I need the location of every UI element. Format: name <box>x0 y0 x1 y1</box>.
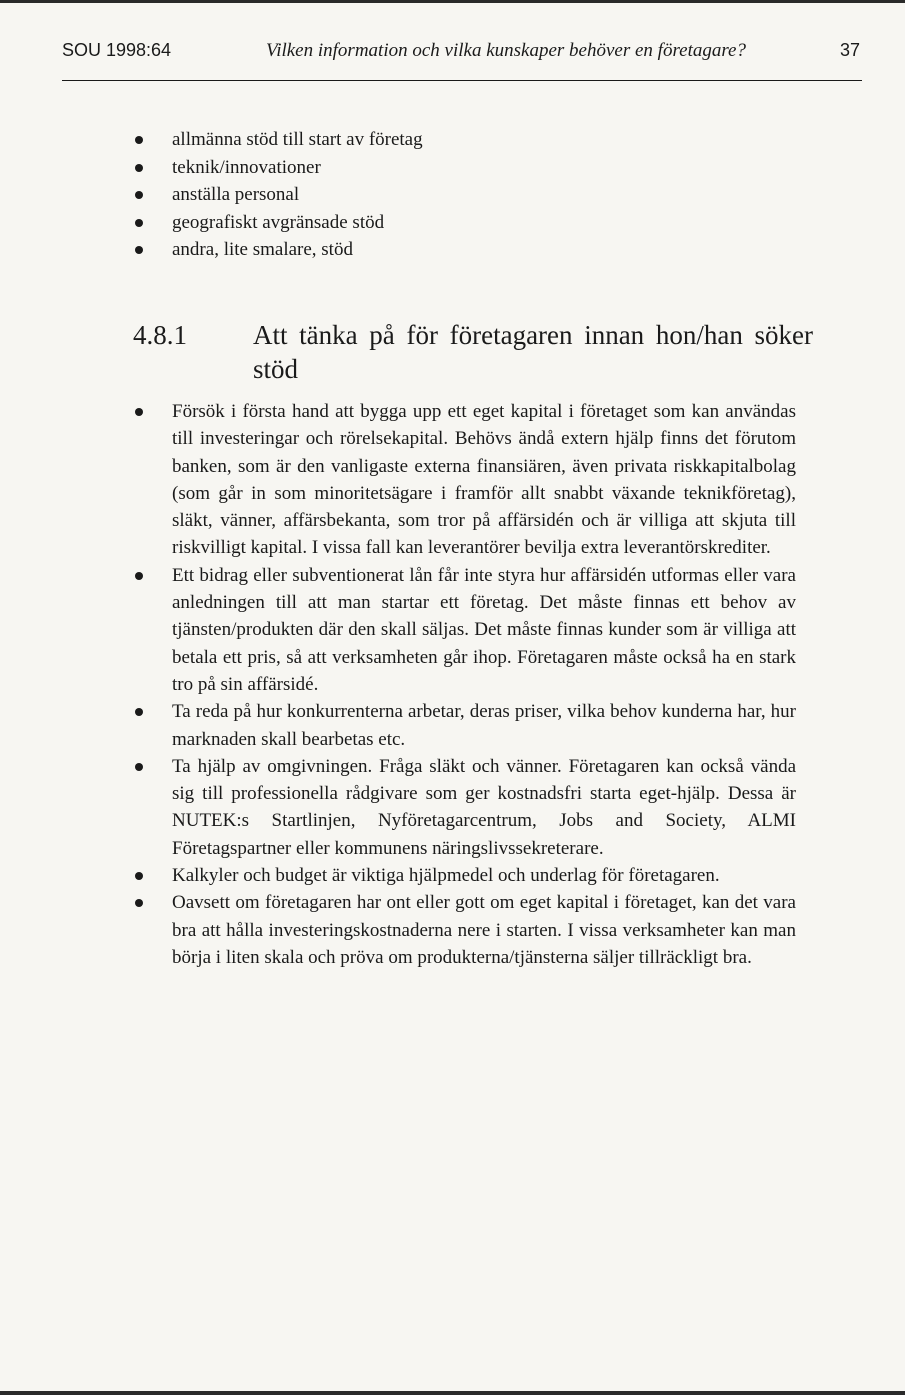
bullet-icon <box>135 191 143 199</box>
list-item <box>124 398 796 562</box>
list-item-text: teknik/innovationer <box>172 156 321 178</box>
bullet-icon <box>135 219 143 227</box>
list-item-text: geografiskt avgränsade stöd <box>172 211 385 233</box>
page-number: 37 <box>839 40 860 60</box>
section-title: Att tänka på för företagaren innan hon/han söker stöd <box>253 320 813 384</box>
list-item-text: Ett bidrag eller subventionerat lån får inte styra hur affärsidén utformas eller vara anledningen till att man startar ett företag. Det måste finnas ett behov av tjänsten/produkten där den skall säljas. Det måste finnas kunder som är villiga att betala ett pris, så att verksamheten går ihop. Företagaren måste också ha en stark tro på sin affärsidé. <box>172 564 796 695</box>
page-bottom-edge <box>0 1391 905 1395</box>
list-item <box>124 236 724 264</box>
bullet-icon <box>135 572 143 580</box>
list-item <box>124 862 796 889</box>
list-item <box>124 698 796 753</box>
bullet-icon <box>135 899 143 907</box>
list-item-text: Oavsett om företagaren har ont eller gott om eget kapital i företaget, kan det vara bra att hålla investeringskostnaderna nere i starten. I vissa verksamheter kan man börja i liten skala och pröva om produkterna/tjänsterna säljer tillräckligt bra. <box>172 892 796 968</box>
header-rule <box>62 80 862 81</box>
bullet-icon <box>135 708 143 716</box>
intro-bullet-list <box>124 126 724 264</box>
list-item <box>124 562 796 698</box>
bullet-icon <box>135 246 143 254</box>
section-number: 4.8.1 <box>133 320 187 350</box>
bullet-icon <box>135 872 143 880</box>
list-item-text: Kalkyler och budget är viktiga hjälpmedel och underlag för företagaren. <box>172 865 720 887</box>
list-item <box>124 181 724 209</box>
document-id: SOU 1998:64 <box>62 40 172 60</box>
list-item-text: Försök i första hand att bygga upp ett eget kapital i företaget som kan användas till investeringar och rörelsekapital. Behövs ändå extern hjälp finns det förutom banken, som är den vanligaste externa finansiären, även privata riskkapitalbolag (som går in som minoritetsägare i framför allt snabbt växande teknikföretag), släkt, vänner, affärsbekanta, som tror på affärsidén och är villiga att skjuta till riskvilligt kapital. I vissa fall kan leverantörer bevilja extra leverantörskrediter. <box>172 401 796 559</box>
bullet-icon <box>135 136 143 144</box>
running-title: Vilken information och vilka kunskaper behöver en företagare? <box>266 40 746 61</box>
list-item <box>124 889 796 971</box>
list-item <box>124 753 796 862</box>
page-header <box>62 40 862 74</box>
list-item <box>124 154 724 182</box>
list-item-text: Ta reda på hur konkurrenterna arbetar, deras priser, vilka behov kunderna har, hur marknaden skall bearbetas etc. <box>172 701 796 750</box>
list-item <box>124 126 724 154</box>
list-item-text: anställa personal <box>172 184 300 205</box>
page-top-edge <box>0 0 905 3</box>
list-item-text: andra, lite smalare, stöd <box>172 239 353 260</box>
bullet-icon <box>135 763 143 771</box>
list-item-text: allmänna stöd till start av företag <box>172 129 423 150</box>
bullet-icon <box>135 164 143 172</box>
advice-bullet-list <box>124 398 796 971</box>
list-item-text: Ta hjälp av omgivningen. Fråga släkt och vänner. Företagaren kan också vända sig till professionella rådgivare som ger kostnadsfri starta eget-hjälp. Dessa är NUTEK:s Startlinjen, Nyföretagarcentrum, Jobs and Society, ALMI Företagspartner eller kommunens näringslivssekreterare. <box>172 755 796 859</box>
bullet-icon <box>135 408 143 416</box>
list-item <box>124 209 724 237</box>
